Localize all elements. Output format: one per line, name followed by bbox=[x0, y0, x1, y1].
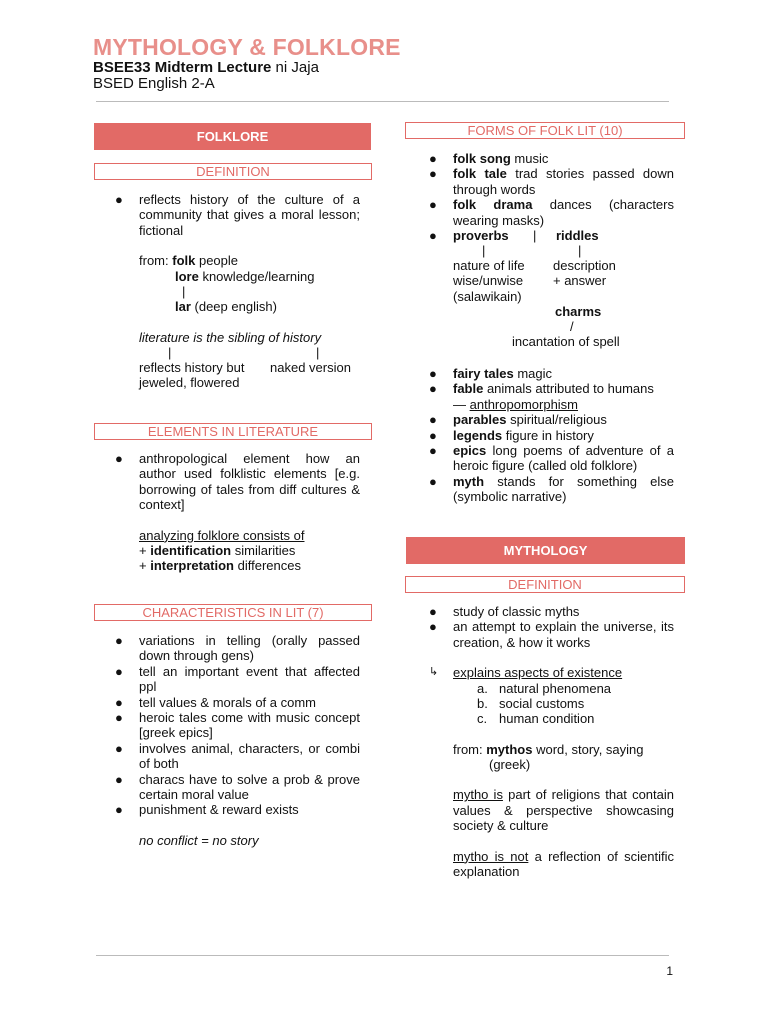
folklore-definition-box: DEFINITION bbox=[94, 163, 372, 180]
course-rest: ni Jaja bbox=[271, 59, 319, 76]
folklore-definition-section bbox=[115, 192, 360, 391]
mythology-banner: MYTHOLOGY bbox=[406, 537, 685, 564]
aspects-list: a. natural phenomena b. social customs c. human condition bbox=[477, 680, 612, 726]
identification-line: + identification similarities bbox=[139, 543, 296, 559]
header-divider bbox=[96, 101, 669, 102]
explains-heading: ↳ explains aspects of existence bbox=[429, 665, 623, 681]
list-item: ● anthropological element how an author used folklistic elements [e.g. borrowing of tales from diff cultures & context] bbox=[115, 451, 360, 513]
bullet-icon: ● bbox=[429, 166, 437, 182]
list-item: ● folk drama dances (characters wearing masks) bbox=[429, 197, 674, 228]
course-bold: BSEE33 Midterm Lecture bbox=[93, 59, 272, 76]
list-item: ● parables spiritual/religious bbox=[429, 412, 607, 428]
etymology-greek: (greek) bbox=[489, 757, 531, 773]
bullet-icon: ● bbox=[429, 381, 437, 397]
list-item: ● fairy tales magic bbox=[429, 366, 552, 382]
list-item: ● legends figure in history bbox=[429, 427, 594, 443]
interpretation-line: + interpretation differences bbox=[139, 558, 301, 574]
analyzing-heading: analyzing folklore consists of bbox=[139, 527, 305, 543]
etymology-lore: lore knowledge/learning bbox=[175, 268, 315, 284]
list-item: ● reflects history of the culture of a community that gives a moral lesson; fictional bbox=[115, 192, 360, 238]
characteristics-section bbox=[115, 633, 360, 848]
sibling-note: literature is the sibling of history bbox=[139, 329, 322, 345]
bullet-icon: ● bbox=[429, 366, 437, 382]
mythology-definition-box: DEFINITION bbox=[405, 576, 685, 593]
list-item: ● characs have to solve a prob & prove certain moral value bbox=[115, 771, 360, 803]
bullet-icon: ● bbox=[429, 197, 437, 213]
bullet-icon: ● bbox=[429, 228, 437, 244]
mytho-is-not-note: mytho is not a reflection of scientific explanation bbox=[453, 848, 674, 880]
bullet-icon: ● bbox=[429, 443, 437, 459]
bullet-icon: ● bbox=[429, 412, 437, 428]
bullet-icon: ● bbox=[115, 451, 123, 466]
list-item: ● tell an important event that affected ppl bbox=[115, 663, 360, 695]
footer-divider bbox=[96, 955, 669, 956]
elements-box: ELEMENTS IN LITERATURE bbox=[94, 423, 372, 440]
no-conflict-note: no conflict = no story bbox=[139, 832, 259, 848]
list-item: ● folk song music bbox=[429, 151, 549, 166]
page-number: 1 bbox=[666, 964, 673, 978]
list-item: ● study of classic myths bbox=[429, 604, 580, 619]
bullet-icon: ● bbox=[115, 771, 123, 787]
bullet-icon: ● bbox=[115, 740, 123, 756]
bullet-icon: ● bbox=[429, 427, 437, 443]
list-item: ● punishment & reward exists bbox=[115, 802, 299, 818]
bullet-icon: ● bbox=[115, 802, 123, 818]
folklore-banner: FOLKLORE bbox=[94, 123, 371, 150]
bullet-icon: ● bbox=[429, 473, 437, 489]
list-item: ● proverbs | riddles | | nature of life wise/unwise (salawikain) description + answer charms / incantation of spell bbox=[429, 228, 620, 350]
section-line: BSED English 2-A bbox=[93, 75, 215, 92]
forms-section bbox=[429, 151, 674, 505]
etymology-pipe: | bbox=[182, 284, 186, 300]
bullet-icon: ● bbox=[429, 604, 437, 619]
list-item: ● involves animal, characters, or combi of both bbox=[115, 740, 360, 772]
arrow-icon: ↳ bbox=[429, 666, 439, 679]
etymology-lar: lar (deep english) bbox=[175, 299, 277, 315]
mytho-is-note: mytho is part of religions that contain values & perspective showcasing society & culture bbox=[453, 787, 674, 834]
forms-box: FORMS OF FOLK LIT (10) bbox=[405, 122, 685, 139]
list-item: ● folk tale trad stories passed down through words bbox=[429, 166, 674, 197]
page-title: MYTHOLOGY & FOLKLORE bbox=[93, 34, 401, 60]
bullet-icon: ● bbox=[115, 710, 123, 726]
list-item: ● variations in telling (orally passed down through gens) bbox=[115, 633, 360, 664]
characteristics-box: CHARACTERISTICS IN LIT (7) bbox=[94, 604, 372, 621]
course-line bbox=[93, 59, 319, 76]
elements-section bbox=[115, 451, 360, 574]
bullet-icon: ● bbox=[115, 694, 123, 710]
etymology-folk: from: folk people bbox=[139, 253, 239, 269]
bullet-icon: ● bbox=[429, 151, 437, 166]
list-item: ● epics long poems of adventure of a heroic figure (called old folklore) bbox=[429, 443, 674, 474]
history-comparison: | | reflects history but jeweled, flowered naked version bbox=[139, 345, 351, 391]
list-item: ● heroic tales come with music concept [greek epics] bbox=[115, 710, 360, 741]
list-item: ● an attempt to explain the universe, its creation, & how it works bbox=[429, 619, 674, 650]
list-item: ● tell values & morals of a comm bbox=[115, 694, 317, 710]
etymology-mythos: from: mythos word, story, saying bbox=[453, 741, 644, 757]
bullet-icon: ● bbox=[115, 633, 123, 648]
list-item: ● myth stands for something else (symbolic narrative) bbox=[429, 473, 674, 505]
bullet-icon: ● bbox=[115, 192, 123, 207]
mythology-section bbox=[429, 604, 674, 880]
bullet-icon: ● bbox=[115, 663, 123, 679]
list-item: ● fable animals attributed to humans — anthropomorphism bbox=[429, 381, 654, 412]
bullet-icon: ● bbox=[429, 619, 437, 635]
